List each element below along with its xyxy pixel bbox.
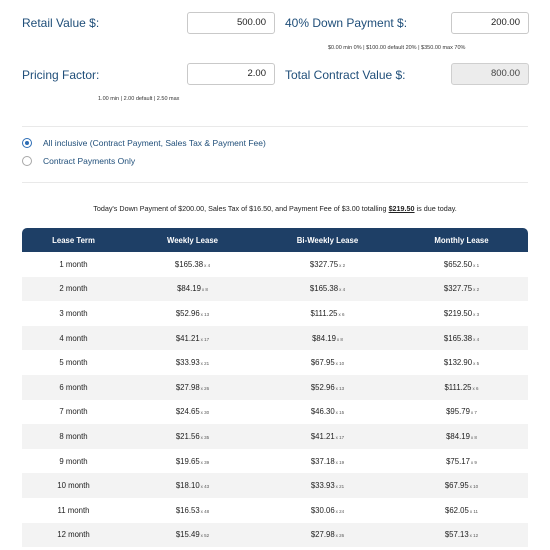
lease-term-cell (22, 400, 125, 425)
lease-term-cell (22, 375, 125, 400)
amount: $21.56 (175, 431, 200, 441)
amount: $327.75 (443, 284, 473, 294)
table-row (22, 277, 528, 302)
payment-count: x 12 (469, 533, 479, 539)
payment-count: x 17 (200, 336, 210, 342)
retail-value-label: Retail Value $: (22, 16, 100, 30)
divider-bottom (22, 182, 528, 183)
table-row (22, 523, 528, 548)
lease-term-cell (22, 498, 125, 523)
lease-term-cell (22, 449, 125, 474)
monthly-lease-cell (395, 252, 528, 277)
amount: $67.95 (444, 481, 469, 491)
biweekly-lease-cell (260, 326, 395, 351)
payment-count: x 17 (335, 434, 345, 440)
amount: $111.25 (310, 308, 338, 318)
pricing-factor-input[interactable]: 2.00 (187, 63, 275, 85)
biweekly-lease-cell (260, 400, 395, 425)
amount: 8 month (59, 431, 88, 441)
amount: 2 month (59, 284, 88, 294)
weekly-lease-cell (125, 473, 260, 498)
amount: 4 month (59, 333, 88, 343)
biweekly-lease-cell (260, 301, 395, 326)
option-contract-only[interactable] (22, 156, 135, 166)
amount: $18.10 (175, 481, 200, 491)
payment-count: x 43 (200, 484, 210, 490)
lease-term-cell (22, 523, 125, 548)
payment-count: x 5 (473, 361, 480, 367)
amount: $46.30 (310, 407, 335, 417)
down-payment-label: 40% Down Payment $: (285, 16, 408, 30)
summary-total: $219.50 (388, 204, 415, 213)
payment-count: x 1 (473, 262, 480, 268)
amount: $67.95 (310, 358, 335, 368)
lease-term-cell (22, 473, 125, 498)
amount: $41.21 (310, 431, 335, 441)
lease-table (22, 228, 528, 547)
lease-term-cell (22, 326, 125, 351)
header-monthly-lease: Monthly Lease (395, 228, 528, 252)
amount: $132.90 (443, 358, 473, 368)
weekly-lease-cell (125, 350, 260, 375)
payment-count: x 15 (335, 410, 345, 416)
table-row (22, 400, 528, 425)
amount: 11 month (57, 505, 90, 515)
lease-table-header (22, 228, 528, 252)
amount: 5 month (59, 358, 88, 368)
monthly-lease-cell (395, 498, 528, 523)
monthly-lease-cell (395, 523, 528, 548)
amount: $41.21 (175, 333, 200, 343)
table-row (22, 350, 528, 375)
payment-count: x 13 (200, 311, 210, 317)
amount: 12 month (57, 530, 90, 540)
table-row (22, 326, 528, 351)
amount: $111.25 (444, 382, 472, 392)
payment-count: x 8 (470, 434, 477, 440)
weekly-lease-cell (125, 498, 260, 523)
monthly-lease-cell (395, 350, 528, 375)
payment-count: x 30 (200, 410, 210, 416)
lease-term-cell (22, 301, 125, 326)
header-weekly-lease: Weekly Lease (125, 228, 260, 252)
biweekly-lease-cell (260, 375, 395, 400)
amount: $27.98 (310, 530, 335, 540)
amount: $33.93 (175, 358, 200, 368)
amount: 6 month (59, 382, 88, 392)
biweekly-lease-cell (260, 449, 395, 474)
monthly-lease-cell (395, 375, 528, 400)
lease-term-cell (22, 277, 125, 302)
payment-count: x 8 (201, 287, 208, 293)
amount: $84.19 (312, 333, 336, 343)
summary-prefix: Today's Down Payment of $200.00, Sales Tax of $16.50, and Payment Fee of $3.00 totalling (93, 204, 389, 213)
weekly-lease-cell (125, 277, 260, 302)
weekly-lease-cell (125, 326, 260, 351)
biweekly-lease-cell (260, 350, 395, 375)
amount: $30.06 (310, 505, 335, 515)
amount: $95.79 (446, 407, 470, 417)
monthly-lease-cell (395, 449, 528, 474)
pricing-factor-label: Pricing Factor: (22, 68, 100, 82)
option-contract-only-label: Contract Payments Only (43, 156, 136, 166)
down-payment-hint: $0.00 min 0% | $100.00 default 20% | $350.00 max 70% (328, 45, 466, 51)
biweekly-lease-cell (260, 498, 395, 523)
weekly-lease-cell (125, 301, 260, 326)
biweekly-lease-cell (260, 523, 395, 548)
amount: 10 month (57, 481, 90, 491)
payment-count: x 7 (470, 410, 477, 416)
weekly-lease-cell (125, 400, 260, 425)
amount: $165.38 (309, 284, 339, 294)
weekly-lease-cell (125, 449, 260, 474)
monthly-lease-cell (395, 473, 528, 498)
payment-count: x 48 (200, 508, 210, 514)
table-row (22, 252, 528, 277)
payment-count: x 21 (335, 484, 345, 490)
retail-value-input[interactable]: 500.00 (187, 12, 275, 34)
amount: $57.13 (444, 530, 469, 540)
pricing-factor-hint: 1.00 min | 2.00 default | 2.50 max (98, 96, 180, 102)
payment-count: x 26 (335, 533, 345, 539)
amount: $165.38 (174, 259, 204, 269)
weekly-lease-cell (125, 424, 260, 449)
option-all-inclusive[interactable] (22, 138, 266, 148)
monthly-lease-cell (395, 326, 528, 351)
table-row (22, 424, 528, 449)
amount: $84.19 (177, 284, 201, 294)
table-row (22, 375, 528, 400)
header-lease-term: Lease Term (22, 228, 125, 252)
payment-count: x 2 (473, 287, 480, 293)
amount: $15.49 (175, 530, 200, 540)
amount: $16.53 (175, 505, 200, 515)
payment-count: x 4 (204, 262, 211, 268)
payment-count: x 4 (473, 336, 480, 342)
monthly-lease-cell (395, 424, 528, 449)
lease-term-cell (22, 424, 125, 449)
payment-count: x 8 (336, 336, 343, 342)
payment-count: x 6 (472, 385, 479, 391)
payment-count: x 10 (469, 484, 479, 490)
amount: $652.50 (443, 259, 473, 269)
amount: 7 month (59, 407, 88, 417)
amount: $52.96 (310, 382, 335, 392)
monthly-lease-cell (395, 400, 528, 425)
payment-count: x 35 (200, 434, 210, 440)
down-payment-input[interactable]: 200.00 (451, 12, 529, 34)
divider-top (22, 126, 528, 127)
amount: 1 month (59, 259, 88, 269)
amount: 9 month (59, 456, 88, 466)
amount: $33.93 (310, 481, 335, 491)
weekly-lease-cell (125, 523, 260, 548)
option-all-inclusive-label: All inclusive (Contract Payment, Sales Tax & Payment Fee) (43, 138, 266, 148)
amount: $19.65 (175, 456, 200, 466)
amount: $165.38 (443, 333, 473, 343)
radio-selected-icon[interactable] (22, 138, 32, 148)
amount: $37.18 (310, 456, 335, 466)
summary-suffix: is due today. (414, 204, 457, 213)
amount: $62.05 (444, 505, 469, 515)
due-today-summary (0, 204, 550, 213)
payment-count: x 13 (335, 385, 345, 391)
amount: $219.50 (443, 308, 473, 318)
payment-count: x 6 (338, 311, 345, 317)
total-contract-label: Total Contract Value $: (285, 68, 406, 82)
lease-term-cell (22, 252, 125, 277)
amount: $52.96 (175, 308, 200, 318)
weekly-lease-cell (125, 252, 260, 277)
biweekly-lease-cell (260, 424, 395, 449)
amount: $24.65 (175, 407, 200, 417)
table-row (22, 473, 528, 498)
header-biweekly-lease: Bi-Weekly Lease (260, 228, 395, 252)
amount: $84.19 (446, 431, 470, 441)
table-row (22, 449, 528, 474)
payment-count: x 10 (335, 361, 345, 367)
amount: $75.17 (446, 456, 470, 466)
amount: 3 month (59, 308, 88, 318)
table-row (22, 498, 528, 523)
payment-count: x 3 (473, 311, 480, 317)
payment-count: x 9 (470, 459, 477, 465)
payment-count: x 21 (200, 361, 210, 367)
radio-dot (25, 141, 29, 145)
payment-count: x 19 (335, 459, 345, 465)
lease-term-cell (22, 350, 125, 375)
biweekly-lease-cell (260, 473, 395, 498)
payment-count: x 4 (339, 287, 346, 293)
payment-count: x 26 (200, 385, 210, 391)
amount: $327.75 (309, 259, 339, 269)
total-contract-input: 800.00 (451, 63, 529, 85)
monthly-lease-cell (395, 301, 528, 326)
payment-count: x 2 (339, 262, 346, 268)
payment-count: x 52 (200, 533, 210, 539)
payment-count: x 24 (335, 508, 345, 514)
payment-count: x 39 (200, 459, 210, 465)
monthly-lease-cell (395, 277, 528, 302)
radio-unselected-icon[interactable] (22, 156, 32, 166)
payment-count: x 11 (469, 508, 479, 514)
biweekly-lease-cell (260, 277, 395, 302)
table-row (22, 301, 528, 326)
biweekly-lease-cell (260, 252, 395, 277)
weekly-lease-cell (125, 375, 260, 400)
amount: $27.98 (175, 382, 200, 392)
